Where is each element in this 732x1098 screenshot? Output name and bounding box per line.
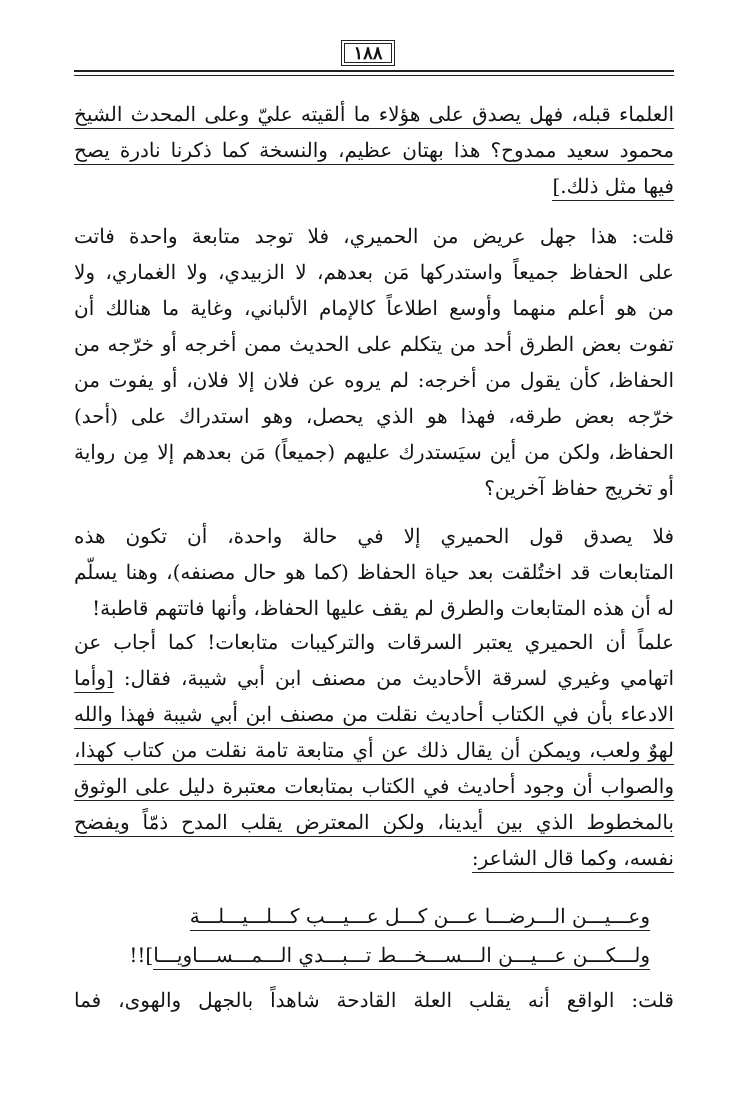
text-line: فلا يصدق قول الحميري إلا في حالة واحدة، أن تكون هذه bbox=[74, 524, 674, 548]
text-line: خرّجه بعض طرقه، فهذا هو الذي يحصل، وهو استدراك على (أحد) bbox=[74, 404, 674, 428]
paragraph-4: قلت: الواقع أنه يقلب العلة القادحة شاهداً بالجهل والهوى، فما bbox=[74, 988, 674, 1012]
text-line: له أن هذه المتابعات والطرق لم يقف عليها الحفاظ، وأنها فاتتهم قاطبة! bbox=[92, 596, 674, 620]
text-line: علماً أن الحميري يعتبر السرقات والتركيبات متابعات! كما أجاب عن bbox=[74, 630, 674, 654]
text-segment: اتهامي وغيري لسرقة الأحاديث من مصنف ابن أبي شيبة، فقال: bbox=[123, 666, 674, 690]
text-line: تفوت بعض الطرق أحد من يتكلم على الحديث ممن أخرجه أو خرّجه من bbox=[74, 332, 674, 356]
header-rule-thick bbox=[74, 70, 674, 72]
header-rule-thin bbox=[74, 75, 674, 76]
quoted-text: فيها مثل ذلك.] bbox=[552, 174, 674, 201]
page-number-text: ١٨٨ bbox=[353, 42, 383, 64]
text-line bbox=[74, 804, 674, 840]
text-line: أو تخريج حفاظ آخرين؟ bbox=[484, 476, 674, 500]
poem-line-1 bbox=[190, 898, 650, 934]
quoted-text: لهوٌ ولعب، ويمكن أن يقال ذلك عن أي متابعة تامة نقلت من كتاب كهذا، bbox=[74, 738, 674, 765]
text-line bbox=[74, 132, 674, 168]
text-line bbox=[74, 96, 674, 132]
text-line: على الحفاظ جميعاً واستدركها مَن بعدهم، لا الزبيدي، ولا الغماري، ولا bbox=[74, 260, 674, 284]
quoted-text: والصواب أن وجود أحاديث في الكتاب بمتابعات معتبرة دليل على الوثوق bbox=[74, 774, 674, 801]
poem-line-2 bbox=[129, 937, 650, 973]
quoted-text: محمود سعيد ممدوح؟ هذا بهتان عظيم، والنسخة كما ذكرنا نادرة يصح bbox=[74, 138, 674, 165]
text-line bbox=[74, 732, 674, 768]
text-line bbox=[74, 168, 674, 204]
page-number bbox=[341, 40, 395, 66]
text-line bbox=[74, 660, 674, 696]
text-line: المتابعات قد اختُلقت بعد حياة الحفاظ (كما هو حال مصنفه)، وهنا يسلّم bbox=[74, 560, 674, 584]
quoted-text: الادعاء بأن في الكتاب أحاديث نقلت من مصنف ابن أبي شيبة فهذا والله bbox=[74, 702, 674, 729]
paragraph-3 bbox=[74, 624, 674, 876]
text-line: الحفاظ، ولكن من أين سيَستدرك عليهم (جميعاً) مَن بعدهم إلا مِن رواية bbox=[74, 440, 674, 464]
text-line: قلت: هذا جهل عريض من الحميري، فلا توجد متابعة واحدة فاتت bbox=[74, 224, 674, 248]
quoted-text: العلماء قبله، فهل يصدق على هؤلاء ما ألقيته عليّ وعلى المحدث الشيخ bbox=[74, 102, 674, 129]
quote-open: [وأما bbox=[74, 666, 114, 693]
text-line bbox=[74, 696, 674, 732]
quoted-text: بالمخطوط الذي بين أيدينا، ولكن المعترض يقلب المدح ذمّاً ويفضح bbox=[74, 810, 674, 837]
text-line: من هو أعلم منهما وأوسع اطلاعاً كالإمام الألباني، وغاية ما هنالك أن bbox=[74, 296, 674, 320]
quoted-text: نفسه، وكما قال الشاعر: bbox=[472, 846, 674, 873]
poem-text: وعـــيـــن الـــرضـــا عـــن كـــل عـــيـــب كـــلـــيـــلـــة bbox=[190, 904, 650, 931]
poem-suffix: ]!! bbox=[129, 943, 154, 967]
paragraph-1 bbox=[74, 218, 674, 506]
quoted-block-top bbox=[74, 96, 674, 204]
poem-text: ولـــكـــن عـــيـــن الـــســـخـــط تـــبـــدي الـــمـــســـاويـــا bbox=[153, 943, 650, 970]
paragraph-2 bbox=[74, 518, 674, 626]
text-line: الحفاظ، كأن يقول من أخرجه: لم يروه عن فلان إلا فلان، أو يفوت من bbox=[74, 368, 674, 392]
text-line bbox=[74, 840, 674, 876]
text-line bbox=[74, 768, 674, 804]
